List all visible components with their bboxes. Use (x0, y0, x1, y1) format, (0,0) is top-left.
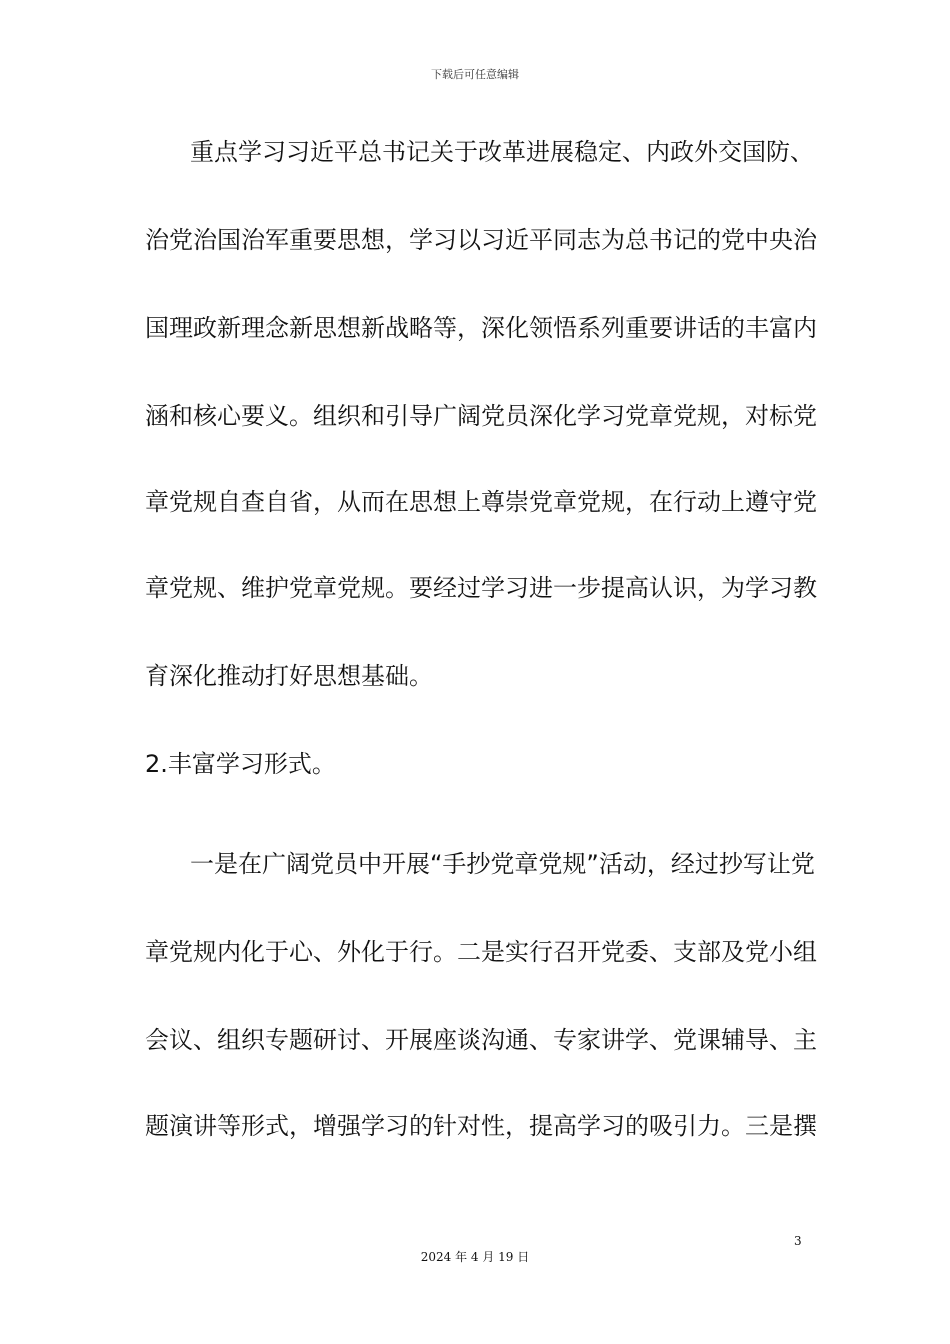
text-line: 国理政新理念新思想新战略等，深化领悟系列重要讲话的丰富内 (145, 314, 817, 342)
section-heading: 2.丰富学习形式。 (145, 750, 336, 778)
text-line: 会议、组织专题研讨、开展座谈沟通、专家讲学、党课辅导、主 (145, 1026, 817, 1054)
text-line: 章党规、维护党章党规。要经过学习进一步提高认识，为学习教 (145, 574, 817, 602)
text-line: 涵和核心要义。组织和引导广阔党员深化学习党章党规，对标党 (145, 402, 817, 430)
text-line: 题演讲等形式，增强学习的针对性，提高学习的吸引力。三是撰 (145, 1112, 817, 1140)
text-line: 重点学习习近平总书记关于改革进展稳定、内政外交国防、 (190, 138, 814, 166)
page-number: 3 (794, 1234, 802, 1248)
text-line: 治党治国治军重要思想，学习以习近平同志为总书记的党中央治 (145, 226, 817, 254)
text-line: 育深化推动打好思想基础。 (145, 662, 433, 690)
text-line: 章党规内化于心、外化于行。二是实行召开党委、支部及党小组 (145, 938, 817, 966)
text-line: 一是在广阔党员中开展“手抄党章党规”活动，经过抄写让党 (190, 850, 815, 878)
text-line: 章党规自查自省，从而在思想上尊崇党章党规，在行动上遵守党 (145, 488, 817, 516)
footer-date: 2024 年 4 月 19 日 (420, 1250, 530, 1264)
header-note: 下载后可任意编辑 (431, 68, 519, 81)
